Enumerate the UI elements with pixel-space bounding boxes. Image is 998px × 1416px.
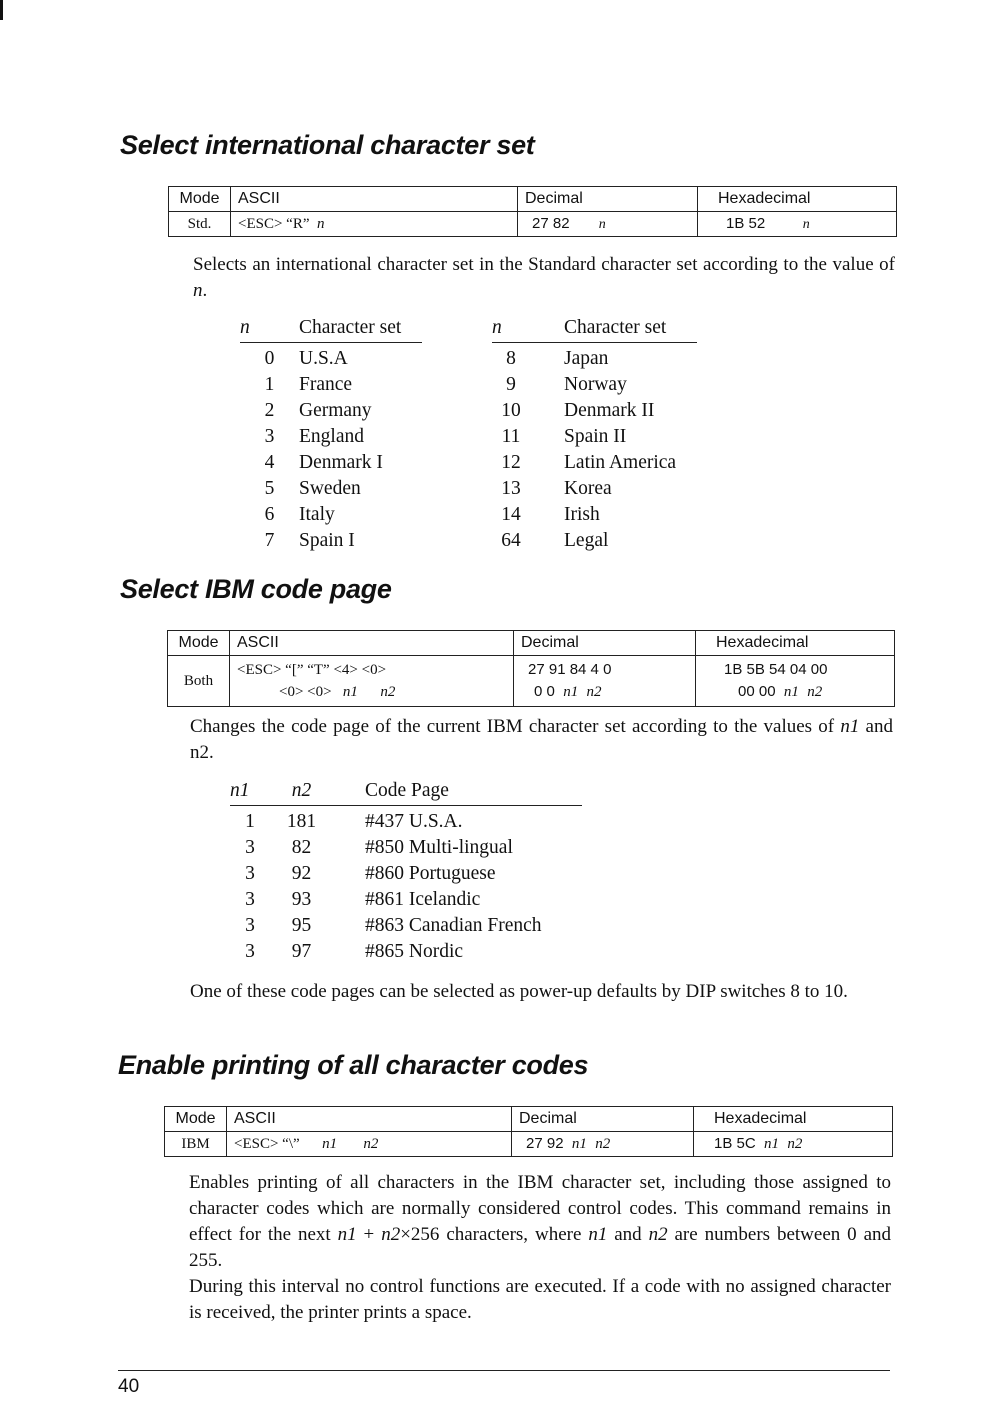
list-item: 3 93 #861 Icelandic bbox=[245, 889, 481, 910]
header-decimal: Decimal bbox=[514, 631, 696, 656]
cell-hex: 1B 52 n bbox=[698, 212, 897, 237]
charset-list-right bbox=[492, 314, 697, 554]
cell-decimal: 27 92 n1 n2 bbox=[512, 1132, 694, 1157]
list-item: 11 Spain II bbox=[501, 426, 627, 447]
header-hex: Hexadecimal bbox=[696, 631, 895, 656]
list-item: 3 92 #860 Portuguese bbox=[245, 863, 496, 884]
list-item: 4 Denmark I bbox=[264, 452, 383, 473]
list-header-n: n bbox=[492, 314, 530, 343]
command-table-row bbox=[168, 656, 895, 707]
header-hex: Hexadecimal bbox=[694, 1107, 893, 1132]
cell-hex: 1B 5B 54 04 00 00 00 n1 n2 bbox=[696, 656, 895, 707]
cell-mode: Std. bbox=[187, 215, 212, 232]
header-ascii: ASCII bbox=[231, 187, 518, 212]
list-item: 3 95 #863 Canadian French bbox=[245, 915, 542, 936]
list-item: 0 U.S.A bbox=[264, 348, 348, 369]
list-item: 64 Legal bbox=[501, 530, 609, 551]
cell-decimal: 27 82 n bbox=[518, 212, 698, 237]
page-number: 40 bbox=[118, 1376, 140, 1397]
command-table-header bbox=[169, 187, 897, 212]
header-decimal: Decimal bbox=[512, 1107, 694, 1132]
list-item: 3 82 #850 Multi-lingual bbox=[245, 837, 513, 858]
command-table-all bbox=[164, 1106, 893, 1157]
command-table-header bbox=[168, 631, 895, 656]
list-header-n: n bbox=[240, 314, 299, 343]
cell-ascii: <ESC> “R” n bbox=[231, 212, 518, 237]
section-title-ibm: Select IBM code page bbox=[120, 574, 392, 604]
list-item: 13 Korea bbox=[501, 478, 612, 499]
list-header-n2: n2 bbox=[270, 777, 365, 806]
list-item: 10 Denmark II bbox=[501, 400, 655, 421]
list-item: 14 Irish bbox=[501, 504, 600, 525]
list-item: 3 England bbox=[264, 426, 364, 447]
list-item: 2 Germany bbox=[264, 400, 372, 421]
command-table-row bbox=[165, 1132, 893, 1157]
all-note: During this interval no control functions are executed. If a code with no assigned character is received, the printer prints a space. bbox=[189, 1276, 891, 1323]
list-item: 12 Latin America bbox=[501, 452, 677, 473]
scan-edge-mark bbox=[0, 0, 3, 20]
ibm-description: Changes the code page of the current IBM character set according to the values of n1 and n2. bbox=[190, 716, 893, 763]
command-table-header bbox=[165, 1107, 893, 1132]
list-item: 9 Norway bbox=[506, 374, 627, 395]
section-title-all: Enable printing of all character codes bbox=[118, 1050, 589, 1080]
intl-description: Selects an international character set in the Standard character set according to the value of n. bbox=[193, 254, 895, 301]
list-item: 6 Italy bbox=[264, 504, 335, 525]
charset-list-left bbox=[240, 314, 422, 554]
list-item: 1 France bbox=[264, 374, 353, 395]
header-hex: Hexadecimal bbox=[698, 187, 897, 212]
cell-ascii: <ESC> “[” “T” <4> <0> <0> <0> n1 n2 bbox=[230, 656, 514, 707]
cell-decimal: 27 91 84 4 0 0 0 n1 n2 bbox=[514, 656, 696, 707]
cell-mode: Both bbox=[183, 672, 214, 689]
header-mode: Mode bbox=[168, 631, 230, 656]
header-ascii: ASCII bbox=[227, 1107, 512, 1132]
list-header-code-page: Code Page bbox=[365, 777, 582, 806]
command-table-row bbox=[169, 212, 897, 237]
cell-ascii: <ESC> “\” n1 n2 bbox=[227, 1132, 512, 1157]
list-item: 8 Japan bbox=[506, 348, 609, 369]
cell-hex: 1B 5C n1 n2 bbox=[694, 1132, 893, 1157]
header-ascii: ASCII bbox=[230, 631, 514, 656]
list-item: 5 Sweden bbox=[264, 478, 361, 499]
list-header-set: Character set bbox=[530, 314, 697, 343]
list-header-n1: n1 bbox=[230, 777, 270, 806]
cell-mode: IBM bbox=[181, 1135, 210, 1152]
header-mode: Mode bbox=[169, 187, 231, 212]
ibm-note: One of these code pages can be selected as power-up defaults by DIP switches 8 to 10. bbox=[190, 981, 848, 1002]
header-mode: Mode bbox=[165, 1107, 227, 1132]
header-decimal: Decimal bbox=[518, 187, 698, 212]
list-header-set: Character set bbox=[299, 314, 422, 343]
list-item: 7 Spain I bbox=[264, 530, 355, 551]
code-page-list bbox=[230, 777, 582, 965]
list-item: 1 181 #437 U.S.A. bbox=[245, 811, 463, 832]
all-description: Enables printing of all characters in the IBM character set, including those assigned to character codes which are normally considered control codes. This command remains in effect for the next n1 + n2×256 characters, where n1 and n2 are numbers between 0 and 255. bbox=[189, 1172, 892, 1271]
command-table-ibm bbox=[167, 630, 895, 707]
section-title-intl: Select international character set bbox=[120, 130, 535, 160]
command-table-intl bbox=[168, 186, 897, 237]
list-item: 3 97 #865 Nordic bbox=[245, 941, 464, 962]
footer-rule bbox=[118, 1370, 890, 1371]
